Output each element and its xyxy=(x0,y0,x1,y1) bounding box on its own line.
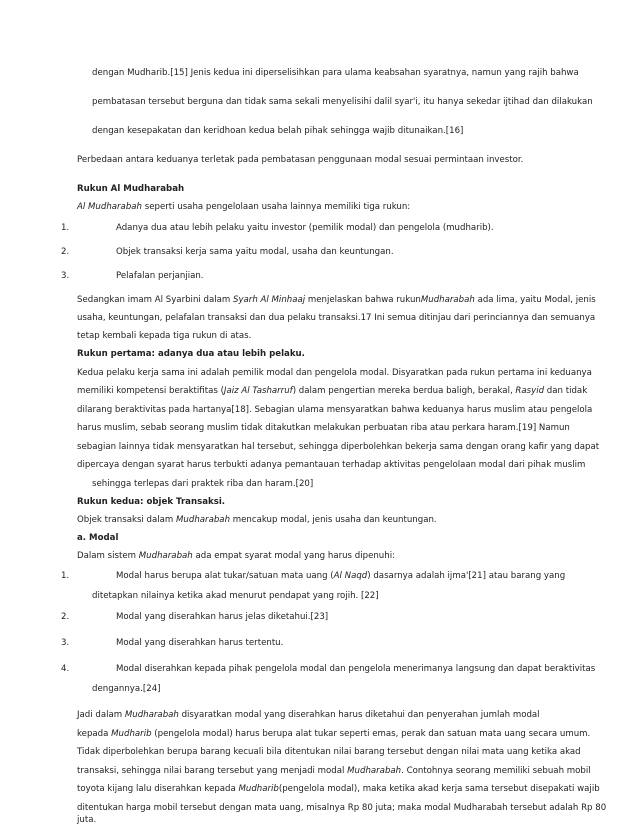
text-line xyxy=(77,203,410,212)
italic-term: Jaiz Al Tasharruf xyxy=(223,386,293,396)
list-item xyxy=(116,572,565,581)
italic-term: Syarh Al Minhaaj xyxy=(233,295,306,305)
italic-term: Mudharabah xyxy=(347,766,402,776)
text-span: Dalam sistem xyxy=(77,551,139,561)
text-span: disyaratkan modal yang diserahkan harus diketahui dan penyerahan jumlah modal xyxy=(178,710,540,720)
text-line: juta. xyxy=(77,815,97,825)
text-span: (pengelola modal) harus berupa alat tukar seperti emas, perak dan satuan mata uang secara umum. xyxy=(151,729,591,739)
section-heading: a. Modal xyxy=(77,533,119,543)
text-line xyxy=(77,387,587,396)
list-item: Modal yang diserahkan harus tertentu. xyxy=(116,638,284,648)
text-span: ) dasarnya adalah ijma'[21] atau barang yang xyxy=(367,571,566,581)
text-span: Jadi dalam xyxy=(77,710,125,720)
italic-term: Al Naqd xyxy=(333,571,368,581)
italic-term: Mudharib xyxy=(238,784,279,794)
text-line xyxy=(77,516,437,525)
text-line: dengan kesepakatan dan keridhoan kedua belah pihak sehingga wajib ditunaikan.[16] xyxy=(92,126,464,136)
text-line: usaha, keuntungan, pelafalan transaksi dan dua pelaku transaksi.17 Ini semua ditinjau dari perinciannya dan semuanya xyxy=(77,313,596,323)
text-span: Modal harus berupa alat tukar/satuan mata uang ( xyxy=(116,571,334,581)
text-span: seperti usaha pengelolaan usaha lainnya memiliki tiga rukun: xyxy=(142,202,411,212)
text-span: ada lima, yaitu Modal, jenis xyxy=(474,295,596,305)
list-item-continuation: ditetapkan nilainya ketika akad menurut pendapat yang rojih. [22] xyxy=(92,591,379,601)
text-line xyxy=(77,785,600,794)
italic-term: Rasyid xyxy=(515,386,545,396)
list-item-continuation: dengannya.[24] xyxy=(92,684,161,694)
list-item: Modal yang diserahkan harus jelas diketahui.[23] xyxy=(116,612,329,622)
text-span: dan tidak xyxy=(544,386,588,396)
text-line: dengan Mudharib.[15] Jenis kedua ini diperselisihkan para ulama keabsahan syaratnya, namun yang rajih bahwa xyxy=(92,68,579,78)
text-line: dipercaya dengan syarat harus terbukti adanya pemantauan terhadap aktivitas pengelolaan modal dari pihak muslim xyxy=(77,460,586,470)
text-line: harus muslim, sebab seorang muslim tidak ditakutkan melakukan perbuatan riba atau perkara haram.[19] Namun xyxy=(77,423,570,433)
text-span: mencakup modal, jenis usaha dan keuntungan. xyxy=(230,515,437,525)
list-item: Pelafalan perjanjian. xyxy=(116,271,204,281)
section-heading: Rukun kedua: objek Transaksi. xyxy=(77,497,226,507)
italic-term: Mudharib xyxy=(111,729,152,739)
list-item: Adanya dua atau lebih pelaku yaitu investor (pemilik modal) dan pengelola (mudharib). xyxy=(116,223,494,233)
italic-term: Mudharabah xyxy=(124,710,179,720)
section-heading: Rukun pertama: adanya dua atau lebih pelaku. xyxy=(77,349,305,359)
text-line: tetap kembali kepada tiga rukun di atas. xyxy=(77,331,252,341)
list-number: 1. xyxy=(61,571,70,581)
text-line xyxy=(77,711,540,720)
text-line: sehingga terlepas dari praktek riba dan haram.[20] xyxy=(92,479,314,489)
text-line xyxy=(77,552,395,561)
section-heading: Rukun Al Mudharabah xyxy=(77,184,185,194)
text-line: ditentukan harga mobil tersebut dengan mata uang, misalnya Rp 80 juta; maka modal Mudharabah tersebut adalah Rp 80 xyxy=(77,803,607,813)
italic-term: Mudharabah xyxy=(420,295,475,305)
text-span: kepada xyxy=(77,729,112,739)
list-item: Objek transaksi kerja sama yaitu modal, usaha dan keuntungan. xyxy=(116,247,394,257)
text-line: Perbedaan antara keduanya terletak pada pembatasan penggunaan modal sesuai permintaan investor. xyxy=(77,155,524,165)
italic-term: Al Mudharabah xyxy=(77,202,142,212)
list-number: 3. xyxy=(61,271,70,281)
text-span: toyota kijang lalu diserahkan kepada xyxy=(77,784,239,794)
list-number: 2. xyxy=(61,247,70,257)
italic-term: Mudharabah xyxy=(176,515,231,525)
text-span: ) dalam pengertian mereka berdua baligh, berakal, xyxy=(292,386,516,396)
text-span: memiliki kompetensi beraktifitas ( xyxy=(77,386,224,396)
text-span: Objek transaksi dalam xyxy=(77,515,177,525)
list-number: 2. xyxy=(61,612,70,622)
text-span: . Contohnya seorang memiliki sebuah mobil xyxy=(401,766,591,776)
text-line: sebagian lainnya tidak mensyaratkan hal tersebut, sehingga diperbolehkan bekerja sama dengan orang kafir yang dapat xyxy=(77,442,600,452)
list-number: 1. xyxy=(61,223,70,233)
text-span: transaksi, sehingga nilai barang tersebut yang menjadi modal xyxy=(77,766,348,776)
text-span: (pengelola modal), maka ketika akad kerja sama tersebut disepakati wajib xyxy=(278,784,600,794)
text-span: Sedangkan imam Al Syarbini dalam xyxy=(77,295,233,305)
text-line: Kedua pelaku kerja sama ini adalah pemilik modal dan pengelola modal. Disyaratkan pada rukun pertama ini keduanya xyxy=(77,368,592,378)
text-span: menjelaskan bahwa rukun xyxy=(305,295,421,305)
text-line xyxy=(77,767,591,776)
text-line: Tidak diperbolehkan berupa barang kecuali bila ditentukan nilai barang tersebut dengan nilai mata uang ketika akad xyxy=(77,747,581,757)
text-line xyxy=(77,296,596,305)
italic-term: Mudharabah xyxy=(138,551,193,561)
text-line: pembatasan tersebut berguna dan tidak sama sekali menyelisihi dalil syar'i, itu hanya sekedar ijtihad dan dilakukan xyxy=(92,97,593,107)
text-line xyxy=(77,730,590,739)
text-line: dilarang beraktivitas pada hartanya[18]. Sebagian ulama mensyaratkan bahwa keduanya harus muslim atau pengelola xyxy=(77,405,593,415)
list-number: 3. xyxy=(61,638,70,648)
list-number: 4. xyxy=(61,664,70,674)
list-item: Modal diserahkan kepada pihak pengelola modal dan pengelola menerimanya langsung dan dapat beraktivitas xyxy=(116,664,596,674)
text-span: ada empat syarat modal yang harus dipenuhi: xyxy=(192,551,395,561)
